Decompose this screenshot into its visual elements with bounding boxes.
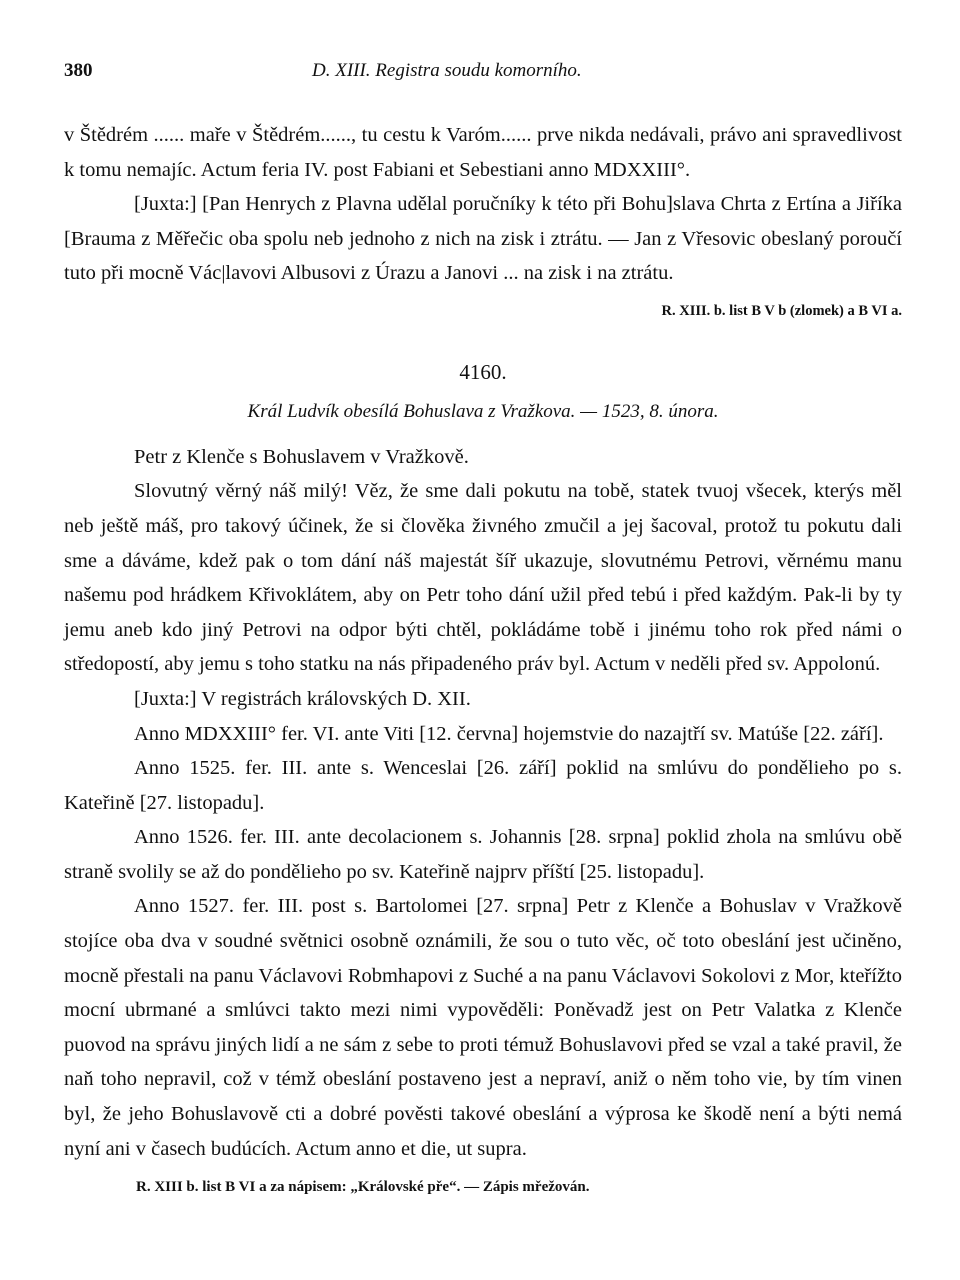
paragraph-entry-1525: Anno 1525. fer. III. ante s. Wenceslai [26. září] poklid na smlúvu do pondělieho po s. Kateřině [27. listopadu]. (64, 757, 902, 814)
document-heading: Král Ludvík obesílá Bohuslava z Vražkova. — 1523, 8. února. (247, 401, 719, 423)
paragraph-juxta-text: [Juxta:] [Pan Henrych z Plavna udělal poručníky k této při Bohu]slava Chrta z Ertína a Jiříka [Brauma z Měřečic oba spolu neb jednoho z nich na zisk i ztrátu. — Jan z Vřesovic obeslaný poroučí tuto při mocně Vác|lavovi Albusovi z Úrazu a Janovi ... na zisk i na ztrátu. (64, 193, 902, 285)
archive-reference: R. XIII. b. list B V b (zlomek) a B VI a. (661, 302, 902, 319)
paragraph-entry-1526: Anno 1526. fer. III. ante decolacionem s. Johannis [28. srpna] poklid zhola na smlúvu obě straně svolily se až do pondělieho po sv. Kateřině najprv příští [25. listopadu]. (64, 826, 902, 883)
paragraph-letter: Slovutný věrný náš milý! Věz, že sme dali pokutu na tobě, statek tvuoj všecek, kterýs měl neb ještě máš, pro takový účinek, že si člověka živného zmučil a jej šacoval, protož tu pokutu dali sme a dáváme, kdež pak o tom dání náš majestát šíř ukazuje, slovutnému Petrovi, věrnému manu našemu pod hrádkem Křivoklátem, aby on Petr toho dání užil před tebú i před každým. Pak-li by ty jemu aneb kdo jiný Petrovi na odpor býti chtěl, pokládáme tobě i jinému toho rok před námi o středopostí, aby jemu s toho statku na nás připadeného práv byl. Actum v neděli před sv. Appolonú. (64, 480, 902, 676)
page-number: 380 (64, 60, 93, 81)
paragraph-parties: Petr z Klenče s Bohuslavem v Vražkově. (134, 445, 469, 468)
footnote: R. XIII b. list B VI a za nápisem: „Královské pře“. — Zápis mřežován. (136, 1179, 590, 1196)
running-head (64, 60, 902, 96)
body-text (64, 118, 902, 1166)
paragraph-juxta-note (64, 187, 902, 319)
paragraph-juxta-registry: [Juxta:] V registrách královských D. XII. (134, 687, 471, 710)
paragraph-entry-1527: Anno 1527. fer. III. post s. Bartolomei [27. srpna] Petr z Klenče a Bohuslav v Vražkově stojíce oba dva v soudné světnici osobně oznámili, že sou o tuto věc, oč toto obeslání jest učiněno, mocně přestali na panu Václavovi Robmhapovi z Suché a na panu Václavovi Sokolovi z Mor, kteřížto mocní ubrmané a smlúvci takto mezi nimi vypověděli: Poněvadž jest on Petr Valatka z Klenče puovod na správu jiných lidí a ne sám z sebe to proti témuž Bohuslavovi před se vzal a také pravil, že naň toho nepravil, což v témž obeslání postaveno jest a nepraví, aniž o něm toho vie, by tím vinen byl, že jeho Bohuslavově cti a dobré pověsti takové obeslání a výprosa ke škodě není a býti nemá nyní ani v časech budúcích. Actum anno et die, ut supra. (64, 895, 902, 1160)
document-number: 4160. (459, 359, 507, 384)
paragraph-continuation: v Štědrém ...... maře v Štědrém......, tu cestu k Varóm...... prve nikda nedávali, právo ani spravedlivost k tomu nemajíc. Actum feria IV. post Fabiani et Sebestiani anno MDXXIII°. (64, 124, 902, 181)
running-title: D. XIII. Registra soudu komorního. (312, 60, 582, 81)
paragraph-entry-1523: Anno MDXXIII° fer. VI. ante Viti [12. června] hojemstvie do nazajtří sv. Matúše [22. září]. (134, 722, 884, 745)
